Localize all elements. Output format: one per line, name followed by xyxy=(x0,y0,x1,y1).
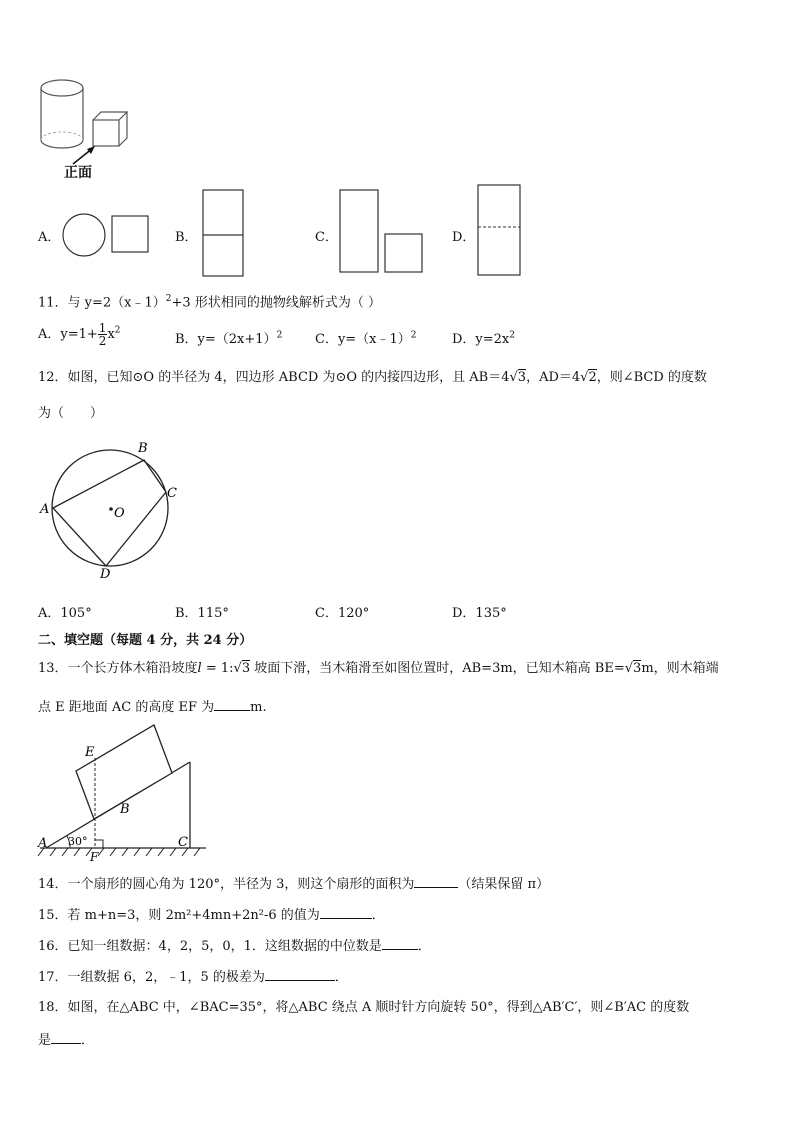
q12-option-c: C．120° xyxy=(315,606,370,621)
label-c: C xyxy=(167,486,177,501)
q11-option-d: D．$y=2x^2$ xyxy=(452,330,515,347)
label-d: D xyxy=(100,567,111,582)
q14-stem: 14．一个扇形的圆心角为 120°，半径为 3，则这个扇形的面积为 （结果保留 π） xyxy=(38,874,549,894)
label-b: B xyxy=(138,441,148,456)
q11-option-c: C．y=（x﹣1）$^2$ xyxy=(315,330,417,347)
label-f: F xyxy=(90,850,99,864)
q18-stem: 18．如图，在△ABC 中，∠BAC=35°，将△ABC 绕点 A 顺时针方向旋转 50°，得到△AB′C′，则∠B′AC 的度数 xyxy=(38,1000,690,1015)
label-o: O xyxy=(114,506,125,521)
option-b-figure xyxy=(202,189,246,279)
q15-stem: 15．若 m+n=3，则 2m²+4mn+2n²-6 的值为 ． xyxy=(38,905,385,925)
q12-stem-line2: 为（ ） xyxy=(38,406,104,421)
q17-stem: 17．一组数据 6，2，﹣1，5 的极差为 ． xyxy=(38,967,348,987)
option-c-label: C． xyxy=(315,230,338,245)
label-b: B xyxy=(120,802,130,817)
q13-stem-line2: 点 E 距地面 AC 的高度 EF 为 m. xyxy=(38,697,267,717)
option-c-figure xyxy=(339,189,425,275)
option-b-label: B． xyxy=(175,230,198,245)
q12-option-d: D．135° xyxy=(452,606,507,621)
q12-option-a: A．105° xyxy=(38,606,92,621)
label-e: E xyxy=(85,745,95,760)
circle-quadrilateral-figure xyxy=(38,440,188,585)
option-a-label: A． xyxy=(38,230,61,245)
q13-stem: 13．一个长方体木箱沿坡度l = 1:√3 坡面下滑，当木箱滑至如图位置时，AB=3m，已知木箱高 BE=√3m，则木箱端 xyxy=(38,661,719,676)
section-title: 二、填空题（每题 4 分，共 24 分） xyxy=(38,633,253,648)
q11-option-a: A．y=1+ $\frac{1}{2}$ $x^2$ xyxy=(38,321,121,348)
label-a: A xyxy=(40,502,50,517)
slope-box-figure xyxy=(36,720,216,865)
option-a-figure xyxy=(62,213,152,257)
label-angle: 30° xyxy=(68,835,88,848)
option-d-figure xyxy=(477,184,523,278)
q16-stem: 16．已知一组数据：4，2，5，0，1．这组数据的中位数是 ． xyxy=(38,936,431,956)
option-d-label: D． xyxy=(452,230,476,245)
q11-stem: 11．与 y=2（x﹣1）$^2$+3 形状相同的抛物线解析式为（ ） xyxy=(38,294,381,311)
q11-option-b: B．$y=(2x+1)^2$ xyxy=(175,330,283,347)
q12-option-b: B．115° xyxy=(175,606,229,621)
front-label: 正面 xyxy=(64,165,92,181)
q18-stem-line2: 是 ． xyxy=(38,1030,94,1050)
label-c: C xyxy=(178,835,188,850)
q12-stem: 12．如图，已知⊙O 的半径为 4，四边形 ABCD 为⊙O 的内接四边形，且 AB＝4√3，AD＝4√2，则∠BCD 的度数 xyxy=(38,370,707,385)
label-a: A xyxy=(38,836,48,851)
